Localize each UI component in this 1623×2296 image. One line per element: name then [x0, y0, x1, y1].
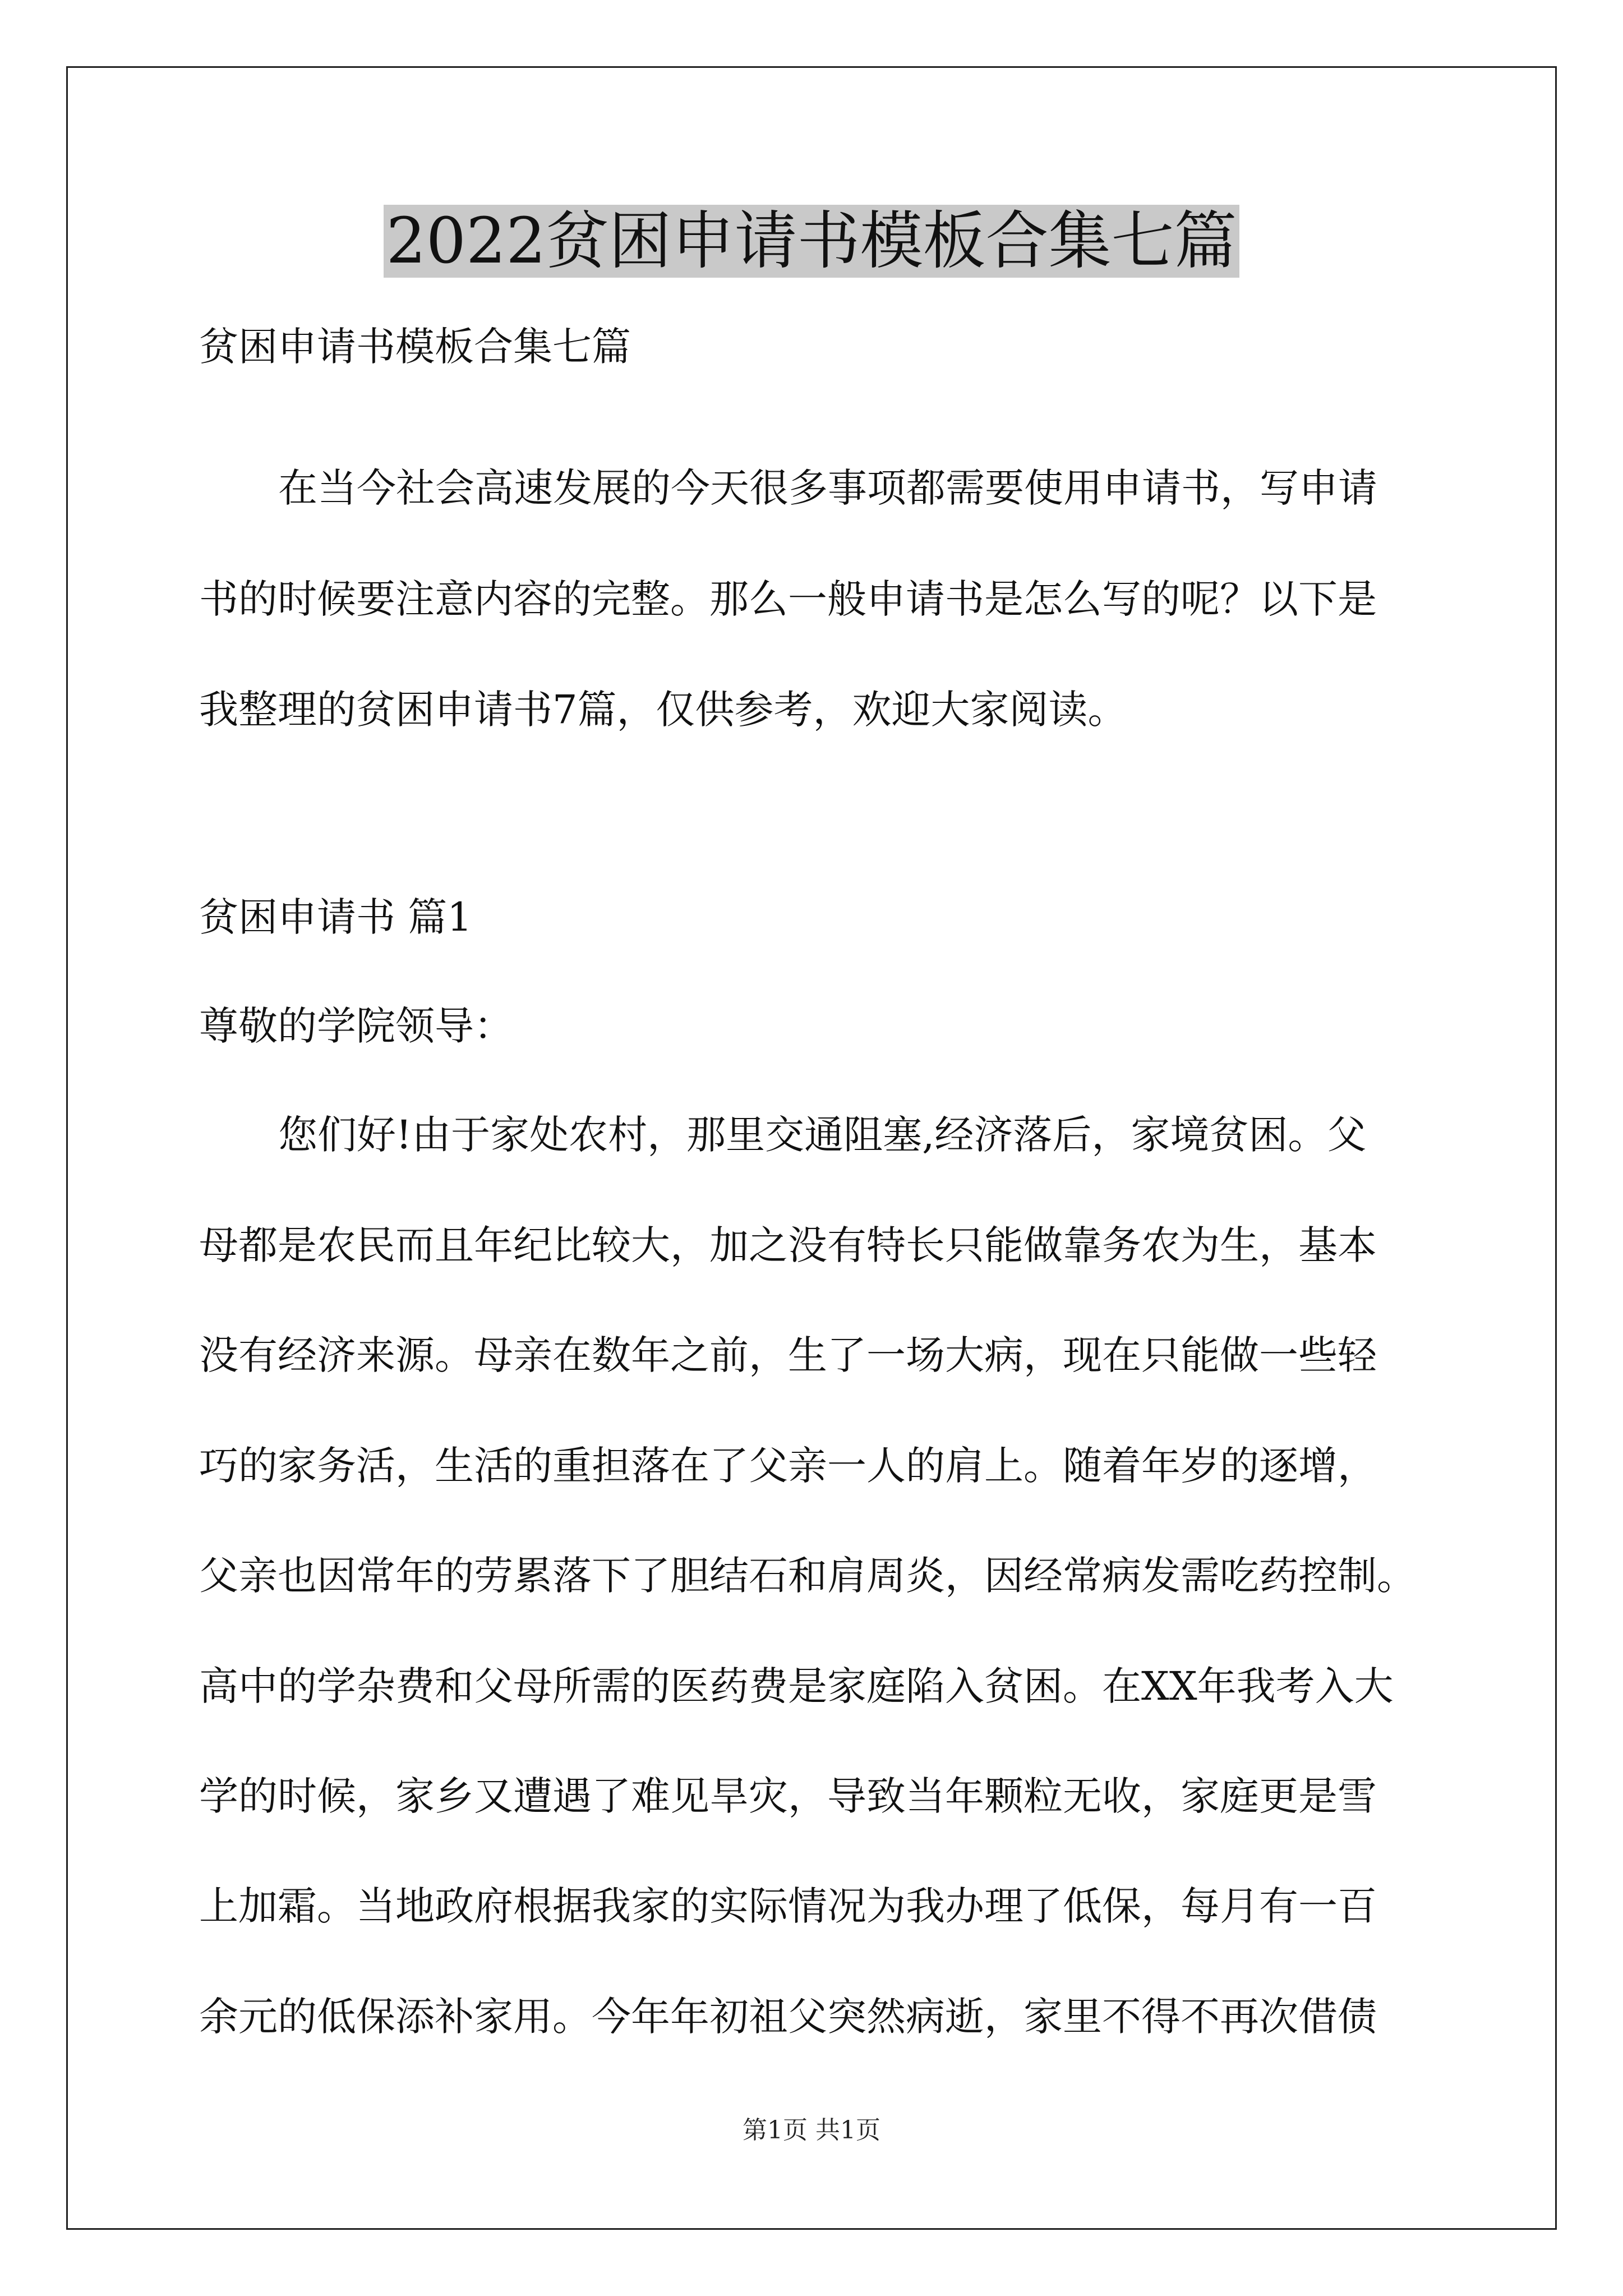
- document-title: [0, 202, 1623, 280]
- body-line: 巧的家务活，生活的重担落在了父亲一人的肩上。随着年岁的逐增，: [199, 1443, 1377, 1489]
- intro-line: 在当今社会高速发展的今天很多事项都需要使用申请书，写申请: [278, 465, 1377, 511]
- salutation: 尊敬的学院领导：: [199, 1003, 513, 1049]
- body-line: 您们好!由于家处农村，那里交通阻塞,经济落后，家境贫困。父: [278, 1112, 1367, 1158]
- intro-line: 我整理的贫困申请书7篇，仅供参考，欢迎大家阅读。: [199, 687, 1127, 733]
- document-title-text: 2022贫困申请书模板合集七篇: [384, 205, 1239, 278]
- body-line: 高中的学杂费和父母所需的医药费是家庭陷入贫困。在XX年我考入大: [199, 1663, 1394, 1709]
- body-line: 母都是农民而且年纪比较大，加之没有特长只能做靠务农为生，基本: [199, 1222, 1377, 1268]
- body-line: 没有经济来源。母亲在数年之前，生了一场大病，现在只能做一些轻: [199, 1332, 1377, 1378]
- body-line: 学的时候，家乡又遭遇了难见旱灾，导致当年颗粒无收，家庭更是雪: [199, 1773, 1377, 1819]
- section-heading: 贫困申请书 篇1: [199, 894, 472, 940]
- body-line: 余元的低保添补家用。今年年初祖父突然病逝，家里不得不再次借债: [199, 1994, 1377, 2040]
- page-footer: 第1页 共1页: [743, 2116, 880, 2145]
- body-line: 父亲也因常年的劳累落下了胆结石和肩周炎，因经常病发需吃药控制。: [199, 1553, 1416, 1599]
- body-line: 上加霜。当地政府根据我家的实际情况为我办理了低保，每月有一百: [199, 1883, 1377, 1929]
- document-subtitle: 贫困申请书模板合集七篇: [199, 324, 631, 370]
- intro-line: 书的时候要注意内容的完整。那么一般申请书是怎么写的呢？以下是: [199, 576, 1377, 622]
